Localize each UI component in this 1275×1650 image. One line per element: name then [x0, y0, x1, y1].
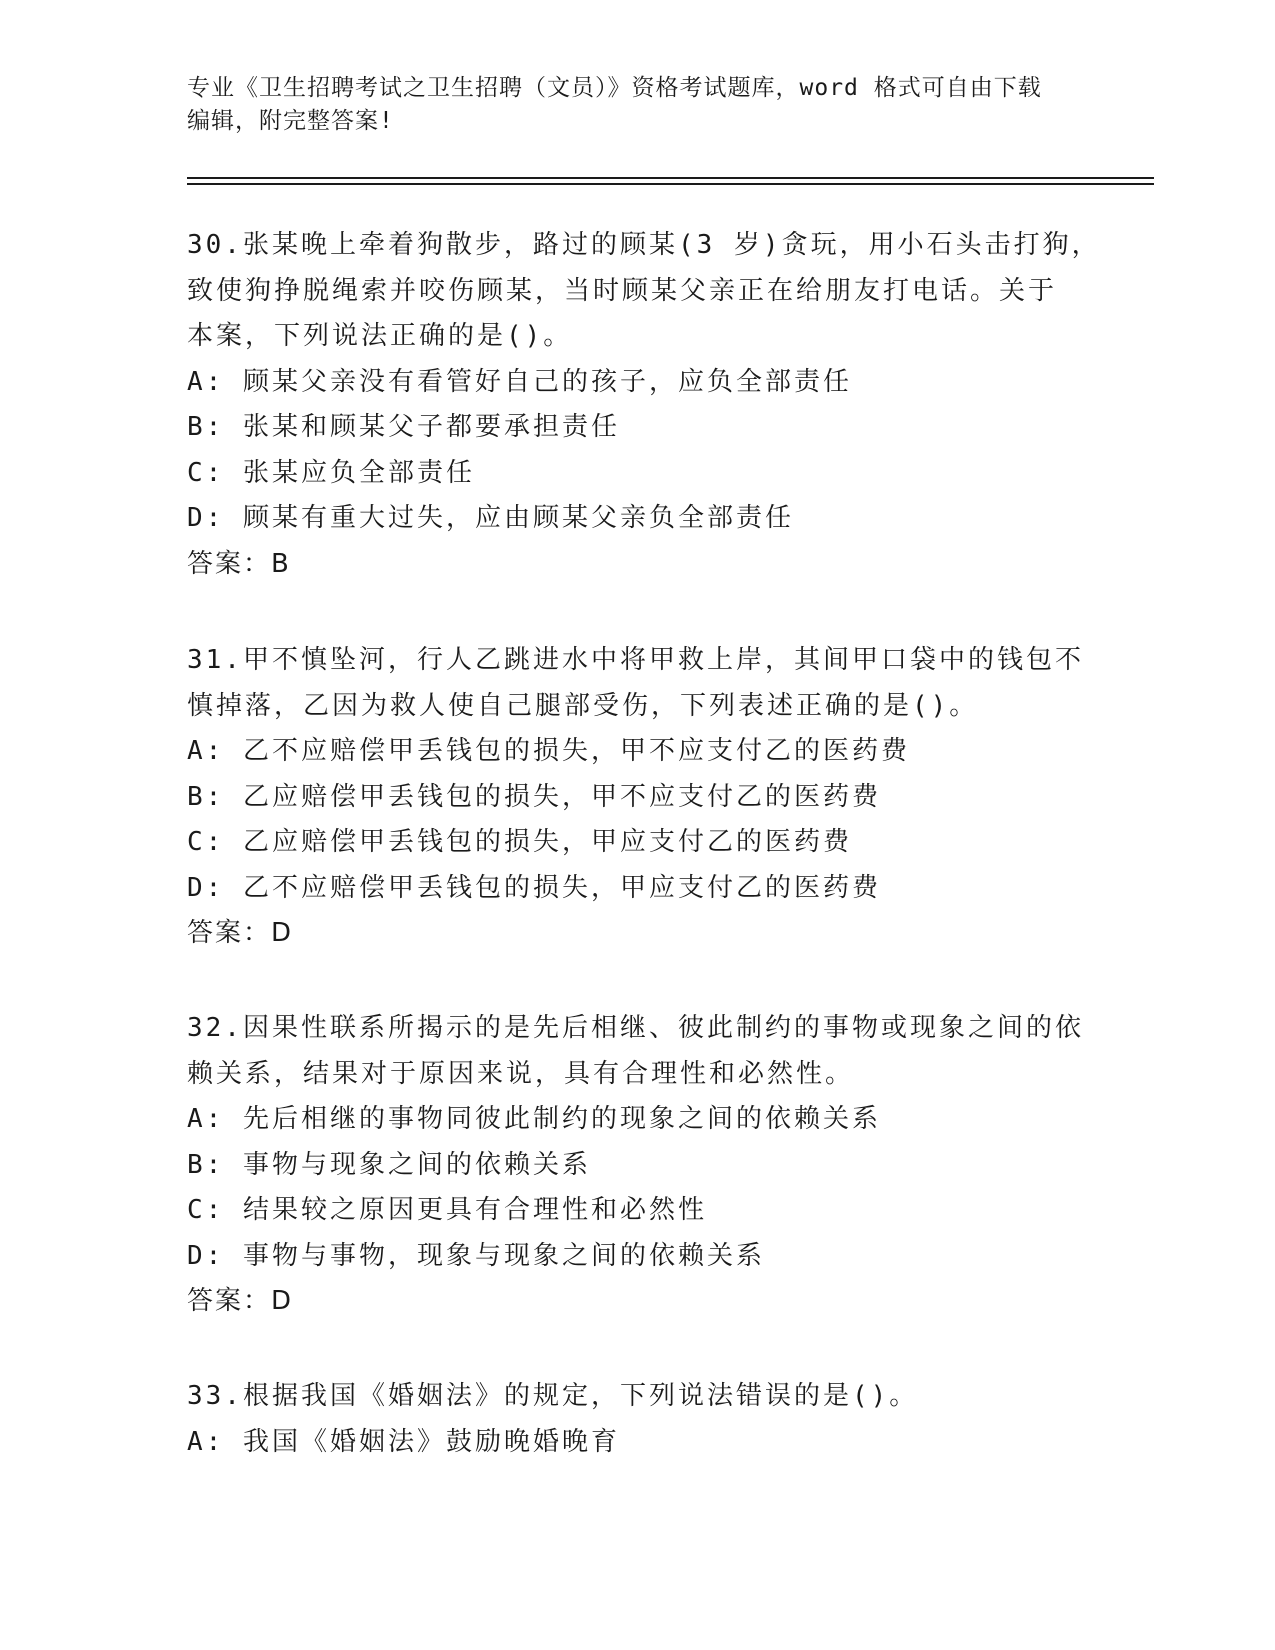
question-text-line: 32.因果性联系所揭示的是先后相继、彼此制约的事物或现象之间的依: [187, 1013, 1084, 1043]
header-divider-top: [187, 177, 1154, 179]
question-text-line: 30.张某晚上牵着狗散步，路过的顾某(3 岁)贪玩，用小石头击打狗，: [187, 230, 1101, 260]
option-a: A: 我国《婚姻法》鼓励晚婚晚育: [187, 1426, 620, 1457]
question-31: [187, 638, 1087, 957]
option-d: D: 乙不应赔偿甲丢钱包的损失，甲应支付乙的医药费: [187, 872, 881, 903]
question-33: [187, 1374, 1087, 1465]
question-30: [187, 223, 1101, 587]
question-text-line: 本案，下列说法正确的是()。: [187, 321, 573, 351]
option-d: D: 顾某有重大过失，应由顾某父亲负全部责任: [187, 503, 794, 533]
option-a: A: 顾某父亲没有看管好自己的孩子，应负全部责任: [187, 366, 852, 397]
option-c: C: 结果较之原因更具有合理性和必然性: [187, 1195, 707, 1225]
header-divider-bottom: [187, 183, 1154, 185]
question-text-line: 致使狗挣脱绳索并咬伤顾某，当时顾某父亲正在给朋友打电话。关于: [187, 275, 1058, 306]
answer-label: 答案：D: [187, 918, 294, 948]
option-a: A: 乙不应赔偿甲丢钱包的损失，甲不应支付乙的医药费: [187, 736, 910, 766]
answer-label: 答案：D: [187, 1286, 294, 1316]
question-text-line: 31.甲不慎坠河，行人乙跳进水中将甲救上岸，其间甲口袋中的钱包不: [187, 645, 1084, 675]
option-b: B: 事物与现象之间的依赖关系: [187, 1149, 591, 1180]
option-c: C: 张某应负全部责任: [187, 457, 475, 488]
document-header: [187, 72, 1087, 138]
question-text-line: 赖关系，结果对于原因来说，具有合理性和必然性。: [187, 1058, 855, 1089]
option-d: D: 事物与事物，现象与现象之间的依赖关系: [187, 1240, 765, 1271]
question-32: [187, 1006, 1087, 1325]
question-text-line: 33.根据我国《婚姻法》的规定，下列说法错误的是()。: [187, 1381, 919, 1411]
header-line-1: 专业《卫生招聘考试之卫生招聘（文员）》资格考试题库，word 格式可自由下载: [187, 75, 1042, 101]
option-b: B: 张某和顾某父子都要承担责任: [187, 412, 620, 442]
header-line-2: 编辑，附完整答案!: [187, 108, 394, 134]
option-a: A: 先后相继的事物同彼此制约的现象之间的依赖关系: [187, 1104, 881, 1134]
question-text-line: 慎掉落，乙因为救人使自己腿部受伤，下列表述正确的是()。: [187, 690, 979, 721]
option-b: B: 乙应赔偿甲丢钱包的损失，甲不应支付乙的医药费: [187, 781, 881, 812]
option-c: C: 乙应赔偿甲丢钱包的损失，甲应支付乙的医药费: [187, 827, 852, 857]
answer-label: 答案：B: [187, 548, 291, 579]
